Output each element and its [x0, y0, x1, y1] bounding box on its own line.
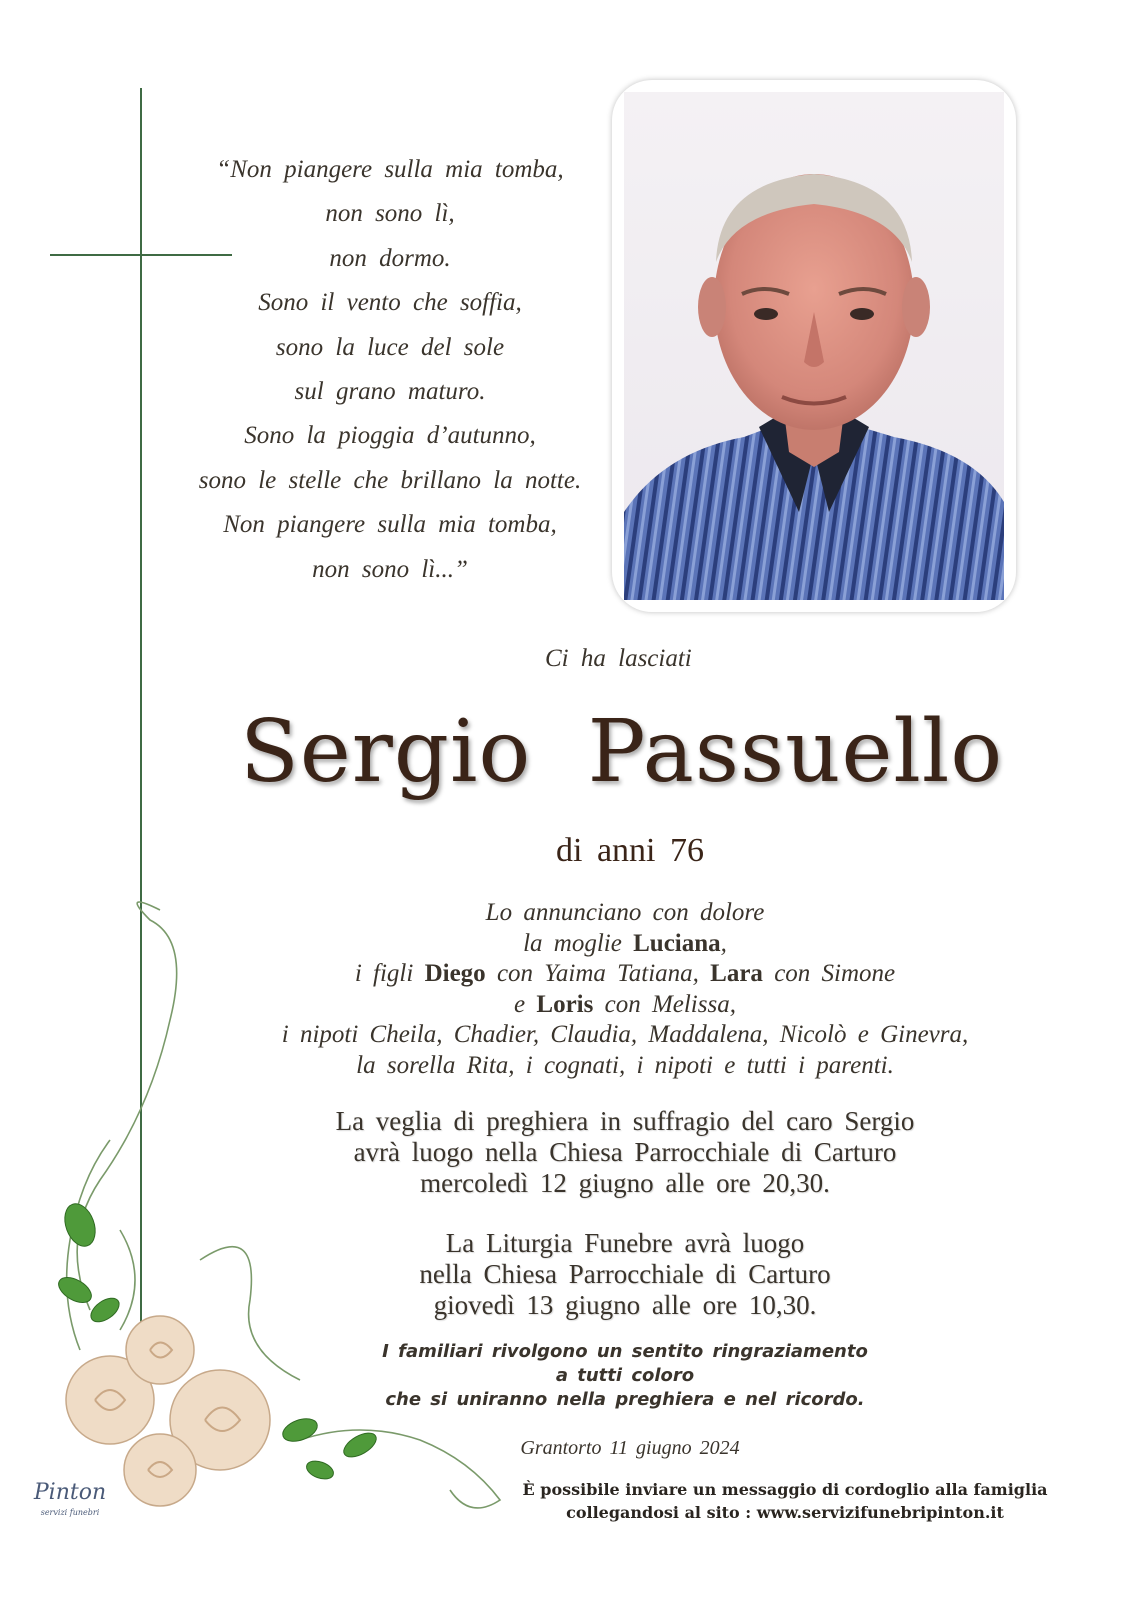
liturgy-line: nella Chiesa Parrocchiale di Carturo [419, 1259, 831, 1289]
portrait-photo-frame [612, 80, 1016, 612]
family-line: e Loris con Melissa, [514, 990, 736, 1018]
vigil-line: La veglia di preghiera in suffragio del caro Sergio [335, 1106, 915, 1136]
floral-rose-decoration [0, 880, 520, 1540]
family-line: i nipoti Cheila, Chadier, Claudia, Maddalena, Nicolò e Ginevra, [281, 1021, 969, 1048]
deceased-name: Sergio Passuello [240, 702, 1004, 802]
condolence-footer [480, 1478, 1090, 1524]
poem-line: sul grano maturo. [294, 378, 486, 406]
thanks-line: che si uniranno nella preghiera e nel ricordo. [385, 1389, 865, 1410]
logo-tagline: servizi funebri [40, 1508, 100, 1517]
footer-line: collegandosi al sito : www.servizifunebripinton.it [566, 1503, 1004, 1522]
liturgy-line: La Liturgia Funebre avrà luogo [445, 1228, 805, 1258]
poem [175, 148, 605, 592]
liturgy-line: giovedì 13 giugno alle ore 10,30. [433, 1290, 817, 1320]
poem-line: “Non piangere sulla mia tomba, [216, 156, 564, 183]
place-date: Grantorto 11 giugno 2024 [520, 1437, 740, 1459]
pinton-logo [18, 1472, 122, 1522]
poem-line: Non piangere sulla mia tomba, [223, 511, 557, 539]
poem-line: Sono la pioggia d’autunno, [244, 422, 536, 450]
poem-line: sono la luce del sole [275, 333, 505, 361]
vigil-line: mercoledì 12 giugno alle ore 20,30. [420, 1168, 830, 1198]
poem-line: non sono lì, [325, 200, 455, 228]
family-line: la sorella Rita, i cognati, i nipoti e tutti i parenti. [356, 1051, 894, 1079]
deceased-age: di anni 76 [556, 832, 704, 869]
poem-line: sono le stelle che brillano la notte. [198, 466, 582, 494]
family-line: Lo annunciano con dolore [485, 899, 765, 926]
portrait-photo [624, 92, 1004, 600]
family-line: i figli Diego con Yaima Tatiana, Lara con Simone [354, 960, 896, 987]
thanks-line: a tutti coloro [555, 1365, 695, 1386]
logo-name: Pinton [33, 1480, 107, 1505]
poem-line: Sono il vento che soffia, [258, 289, 522, 317]
footer-line: È possibile inviare un messaggio di cordoglio alla famiglia [522, 1480, 1048, 1499]
intro-text: Ci ha lasciati [545, 645, 692, 672]
thanks-line: I familiari rivolgono un sentito ringraziamento [382, 1341, 868, 1362]
poem-line: non sono lì...” [312, 555, 468, 583]
poem-line: non dormo. [329, 244, 451, 272]
family-line: la moglie Luciana, [523, 929, 727, 957]
vigil-line: avrà luogo nella Chiesa Parrocchiale di Carturo [353, 1137, 897, 1167]
